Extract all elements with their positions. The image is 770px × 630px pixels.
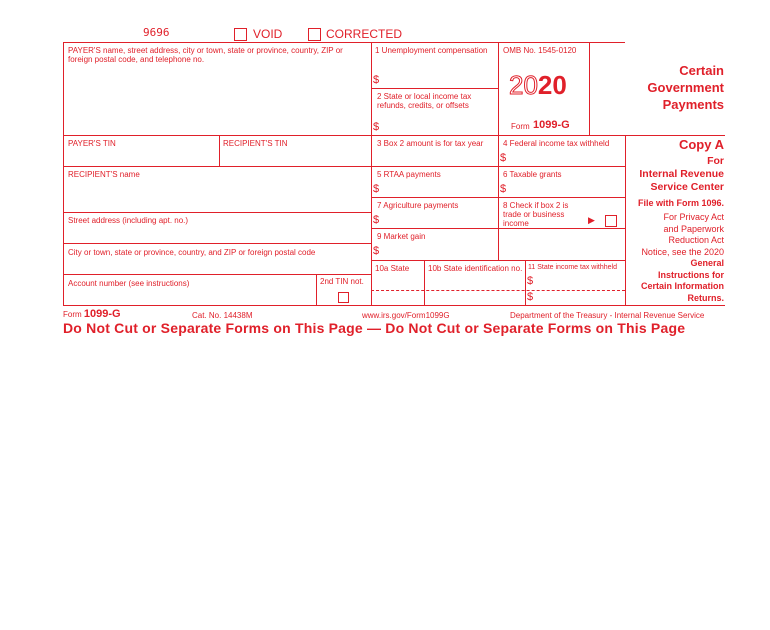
box1-dollar: $	[373, 74, 380, 86]
city-label: City or town, state or province, country, and ZIP or foreign postal code	[68, 248, 316, 257]
form-title: Certain Government Payments	[647, 63, 724, 112]
box5-dollar: $	[373, 183, 380, 195]
box10b-label: 10b State identification no.	[428, 264, 523, 273]
account-divider	[316, 274, 317, 305]
street-address-label: Street address (including apt. no.)	[68, 216, 189, 225]
box11-label: 11 State income tax withheld	[528, 264, 617, 271]
box11-dollar-1: $	[527, 275, 534, 287]
account-number-label: Account number (see instructions)	[68, 279, 190, 288]
void-label: VOID	[253, 27, 283, 41]
recipient-tin-label: RECIPIENT'S TIN	[223, 139, 288, 148]
box5-bottom	[371, 197, 625, 198]
general-instructions: General Instructions for Certain Information Returns.	[640, 258, 724, 303]
do-not-cut-warning: Do Not Cut or Separate Forms on This Page — Do Not Cut or Separate Forms on This Page	[63, 320, 686, 336]
state-divider-1	[424, 260, 425, 305]
row-line-4	[63, 243, 371, 244]
box4-label: 4 Federal income tax withheld	[503, 139, 610, 148]
box8-bottom	[498, 228, 625, 229]
box2-label: 2 State or local income tax refunds, credits, or offsets	[377, 92, 472, 110]
box11-dollar-2: $	[527, 291, 534, 303]
box9-label: 9 Market gain	[377, 232, 426, 241]
state-divider-2	[525, 260, 526, 305]
state-dashed-line	[371, 290, 625, 291]
box9-dollar: $	[373, 245, 380, 257]
tax-year: 2020	[509, 70, 567, 100]
footer-form-id: Form 1099-G	[63, 308, 121, 320]
privacy-act-notice: For Privacy Act and Paperwork Reduction Act Notice, see the 2020	[641, 212, 724, 257]
box8-checkbox[interactable]	[605, 215, 617, 227]
box7-label: 7 Agriculture payments	[377, 201, 459, 210]
void-checkbox[interactable]	[234, 28, 247, 41]
form-bottom-border	[63, 305, 725, 306]
omb-right-border	[589, 42, 590, 135]
recipient-name-label: RECIPIENT'S name	[68, 170, 140, 179]
form-top-border	[63, 42, 625, 43]
box6-label: 6 Taxable grants	[503, 170, 562, 179]
form-left-border	[63, 42, 64, 305]
box6-dollar: $	[500, 183, 507, 195]
box9-bottom	[371, 260, 625, 261]
footer-cat-no: Cat. No. 14438M	[192, 311, 253, 320]
footer-url: www.irs.gov/Form1099G	[362, 311, 450, 320]
row-line-3	[63, 212, 371, 213]
box10a-label: 10a State	[375, 264, 410, 273]
footer-department: Department of the Treasury - Internal Revenue Service	[510, 311, 705, 320]
row-line-2	[63, 166, 625, 167]
second-tin-checkbox[interactable]	[338, 292, 349, 303]
box2-dollar: $	[373, 121, 380, 133]
payer-tin-label: PAYER'S TIN	[68, 139, 116, 148]
box3-label: 3 Box 2 amount is for tax year	[377, 139, 484, 148]
box1-label: 1 Unemployment compensation	[375, 46, 488, 55]
copy-a-title: Copy A	[678, 137, 724, 152]
form-code: 9696	[143, 26, 170, 39]
row-line-5	[63, 274, 371, 275]
box5-label: 5 RTAA payments	[377, 170, 441, 179]
corrected-checkbox[interactable]	[308, 28, 321, 41]
tin-divider	[219, 135, 220, 166]
box7-bottom	[371, 228, 498, 229]
omb-form-prefix: Form	[511, 122, 530, 131]
right-panel-border	[625, 135, 626, 305]
box8-label: 8 Check if box 2 is trade or business income	[503, 201, 569, 228]
omb-number: OMB No. 1545-0120	[503, 46, 577, 55]
box8-arrow-icon: ▶	[588, 215, 595, 225]
file-with-1096: File with Form 1096.	[637, 198, 724, 208]
row-line-1	[63, 135, 625, 136]
irs-panel: For Internal Revenue Service Center	[639, 155, 724, 193]
center-divider	[371, 42, 372, 305]
omb-form-name: 1099-G	[533, 119, 570, 131]
box1-bottom	[371, 88, 498, 89]
payer-name-label: PAYER'S name, street address, city or town, state or province, country, ZIP or foreign postal code, and telephone no.	[68, 46, 343, 64]
box7-dollar: $	[373, 214, 380, 226]
box4-dollar: $	[500, 152, 507, 164]
second-tin-label: 2nd TIN not.	[320, 277, 364, 286]
corrected-label: CORRECTED	[326, 27, 403, 41]
